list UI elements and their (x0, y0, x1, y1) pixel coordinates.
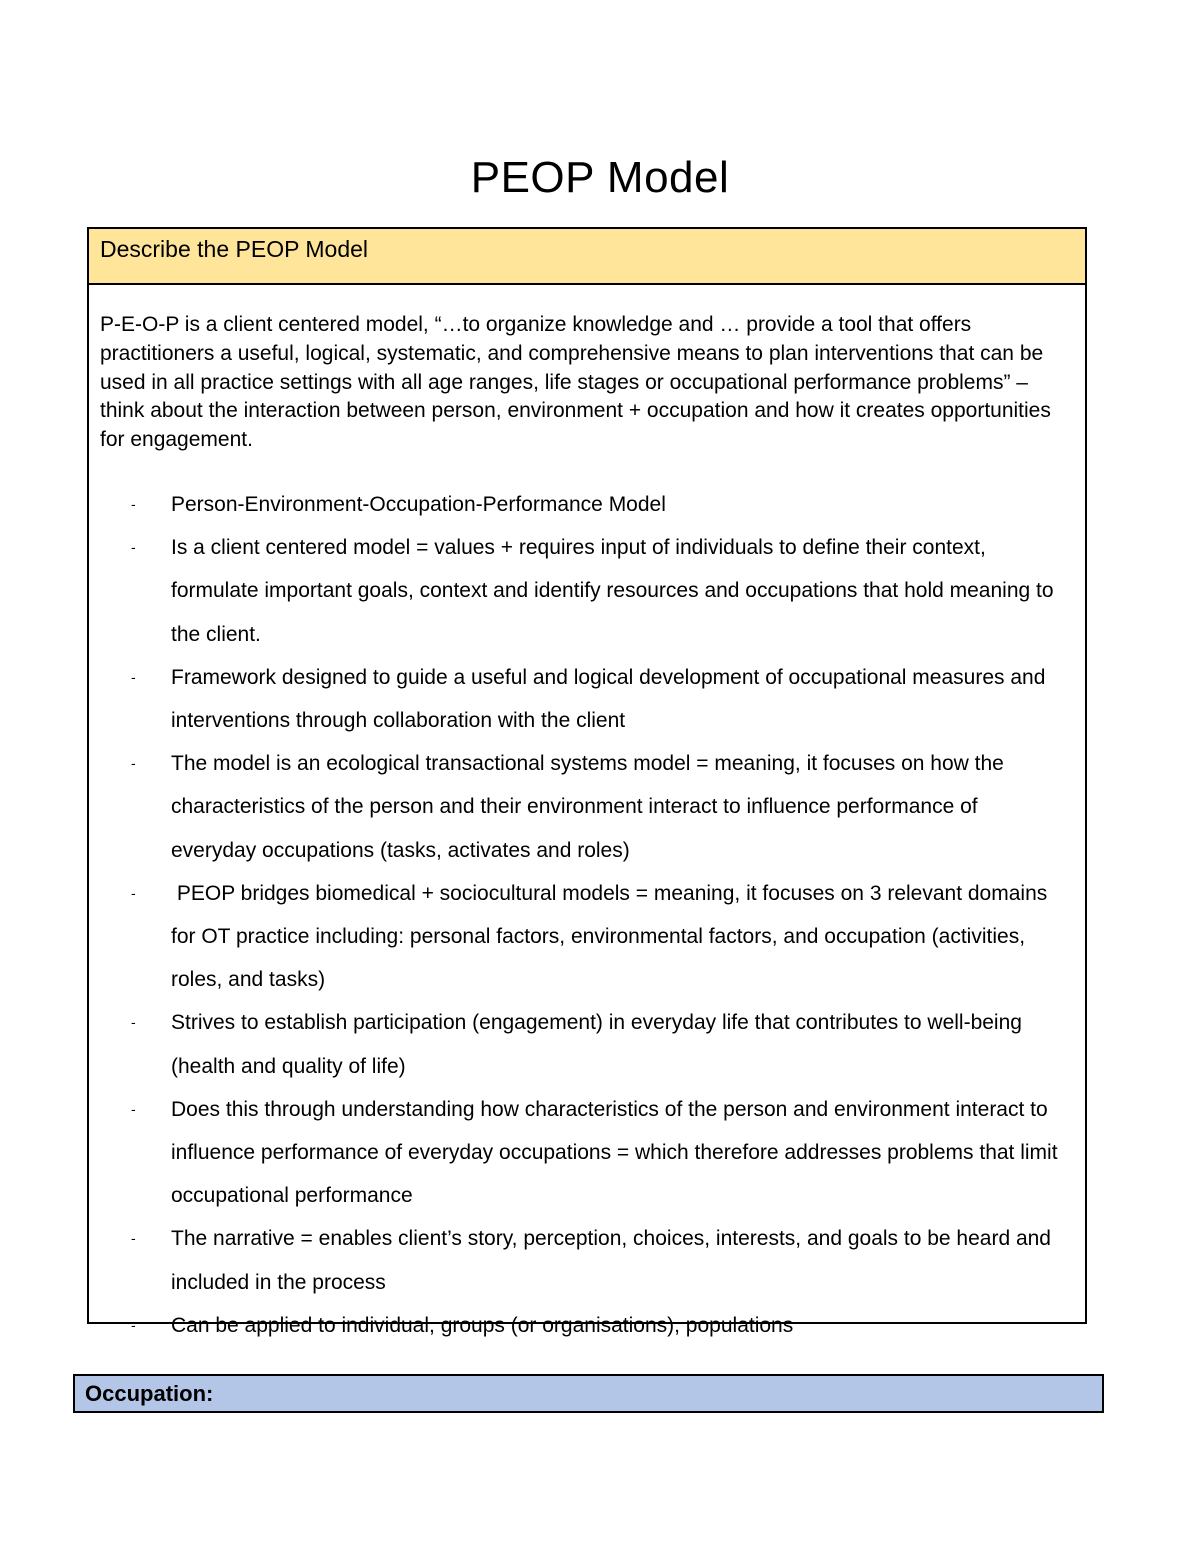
describe-section-header: Describe the PEOP Model (89, 229, 1085, 285)
list-item (100, 483, 1074, 526)
list-item-text: The narrative = enables client’s story, perception, choices, interests, and goals to be heard and included in the process (171, 1227, 1051, 1294)
list-item-text: Is a client centered model = values + requires input of individuals to define their context, formulate important goals, context and identify resources and occupations that hold meaning to the client. (171, 536, 1054, 646)
list-item-text: Strives to establish participation (engagement) in everyday life that contributes to well-being (health and quality of life) (171, 1011, 1022, 1078)
list-item (100, 1001, 1074, 1087)
describe-section-body (89, 285, 1085, 1347)
list-item (100, 742, 1074, 872)
list-item (100, 1304, 1074, 1347)
bullet-marker: - (131, 539, 136, 556)
list-item-text: PEOP bridges biomedical + sociocultural models = meaning, it focuses on 3 relevant domains for OT practice including: personal factors, environmental factors, and occupation (activities, roles, and tasks) (171, 881, 1054, 992)
bullet-list (100, 483, 1074, 1347)
bullet-marker: - (131, 1230, 136, 1247)
bullet-marker: - (131, 495, 136, 512)
bullet-marker: - (131, 668, 136, 685)
bullet-marker: - (131, 1014, 136, 1031)
list-item-text: Framework designed to guide a useful and logical development of occupational measures and interventions through collaboration with the client (171, 665, 1046, 732)
list-item (100, 1217, 1074, 1303)
bullet-marker: - (131, 755, 136, 772)
list-item (100, 1088, 1074, 1218)
list-item (100, 656, 1074, 742)
page-title: PEOP Model (470, 153, 730, 202)
list-item-text: The model is an ecological transactional systems model = meaning, it focuses on how the characteristics of the person and their environment interact to influence performance of everyday occupations (tasks, activates and roles) (171, 752, 1004, 862)
intro-paragraph: P-E-O-P is a client centered model, “…to organize knowledge and … provide a tool that offers practitioners a useful, logical, systematic, and comprehensive means to plan interventions that can be used in all practice settings with all age ranges, life stages or occupational performance problems” – think about the interaction between person, environment + occupation and how it creates opportunities for engagement. (100, 313, 1051, 452)
list-item (100, 526, 1074, 656)
list-item-text: Can be applied to individual, groups (or organisations), populations (171, 1313, 794, 1337)
list-item-text: Person-Environment-Occupation-Performance Model (171, 492, 666, 516)
bullet-marker: - (131, 1316, 136, 1333)
list-item (100, 872, 1074, 1002)
list-item-text: Does this through understanding how characteristics of the person and environment interact to influence performance of everyday occupations = which therefore addresses problems that limit occupational performance (171, 1097, 1058, 1208)
occupation-section-header: Occupation: (73, 1374, 1104, 1413)
describe-section (87, 227, 1087, 1337)
bullet-marker: - (131, 884, 136, 901)
bullet-marker: - (131, 1100, 136, 1117)
